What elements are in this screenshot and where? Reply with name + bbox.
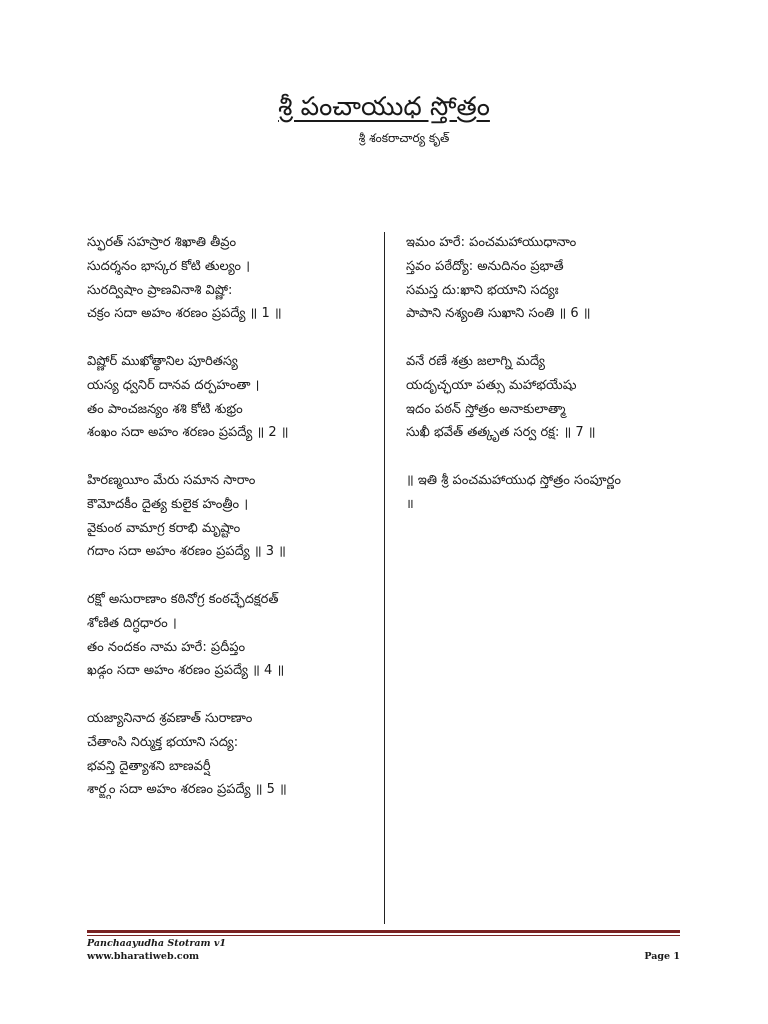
footer-rule [87, 930, 680, 933]
verse-line: వైకుంఠ వామాగ్ర కరాభి మృష్టాం [87, 520, 241, 536]
stanza-3 [87, 469, 377, 564]
stanza-5 [87, 707, 377, 802]
verse-line: రక్షో అసురాణాం కఠినోగ్ర కంఠచ్ఛేదక్షరత్ [87, 591, 279, 607]
verse-line: తం పాంచజన్యం శశి కోటి శుభ్రం [87, 401, 243, 417]
verse-line: శార్ఙ్గం సదా అహం శరణం ప్రపద్యే ॥ 5 ॥ [87, 782, 287, 798]
verse-line: సుదర్శనం భాస్కర కోటి తుల్యం । [87, 258, 251, 274]
verse-line: యదృచ్ఛయా పత్సు మహాభయేషు [406, 377, 577, 393]
verse-line: యజ్యానినాద శ్రవణాత్ సురాణాం [87, 710, 253, 726]
stanza-2 [87, 350, 377, 445]
colophon-line: ॥ ఇతి శ్రీ పంచమహాయుధ స్తోత్రం సంపూర్ణం [406, 472, 621, 488]
verse-line: హిరణ్మయీం మేరు సమాన సారాం [87, 472, 256, 488]
verse-line: భవన్తి దైత్యాశని బాణవర్షీ [87, 758, 211, 774]
verse-line: స్తవం పఠేద్యో: అనుదినం ప్రభాతే [406, 258, 564, 274]
verse-line: సురద్విషాం ప్రాణవినాశి విష్ణో: [87, 282, 233, 298]
left-column [87, 231, 377, 826]
colophon-line: ॥ [406, 496, 414, 512]
stanza-7 [406, 350, 686, 445]
column-divider [384, 232, 385, 924]
verse-line: చక్రం సదా అహం శరణం ప్రపద్యే ॥ 1 ॥ [87, 306, 282, 322]
footer-website[interactable]: www.bharatiweb.com [87, 951, 200, 962]
footer-doc-name: Panchaayudha Stotram v1 [87, 938, 227, 949]
verse-line: ఇదం పఠన్ స్తోత్రం అనాకులాత్మా [406, 401, 566, 417]
footer-info [87, 937, 226, 963]
stanza-1 [87, 231, 377, 326]
verse-line: తం నందకం నామ హరే: ప్రదీప్తం [87, 639, 246, 655]
page-number: Page 1 [644, 951, 680, 962]
verse-line: శంఖం సదా అహం శరణం ప్రపద్యే ॥ 2 ॥ [87, 425, 289, 441]
right-column [406, 231, 686, 540]
verse-line: ఇమం హరే: పంచమహాయుధానాం [406, 235, 577, 250]
stanza-6 [406, 231, 686, 326]
stanza-4 [87, 588, 377, 683]
verse-line: గదాం సదా అహం శరణం ప్రపద్యే ॥ 3 ॥ [87, 544, 286, 560]
footer-rule-thin [87, 935, 680, 936]
verse-line: చేతాంసి నిర్ముక్త భయాని సద్య: [87, 734, 239, 750]
verse-line: సుఖీ భవేత్ తత్కృత సర్వ రక్ష: ॥ 7 ॥ [406, 425, 596, 441]
verse-line: వనే రణే శత్రు జలాగ్ని మద్యే [406, 353, 545, 369]
verse-line: కౌమోదకీం దైత్య కులైక హంత్రీం । [87, 496, 249, 512]
verse-line: పాపాని నశ్యంతి సుఖాని సంతి ॥ 6 ॥ [406, 306, 591, 322]
verse-line: యస్య ధ్వనిర్ దానవ దర్పహంతా । [87, 377, 260, 393]
verse-line: సమస్త దు:ఖాని భయాని సద్యః [406, 282, 559, 298]
closing-colophon [406, 469, 686, 517]
document-subtitle: శ్రీ శంకరాచార్య కృత్ [358, 131, 450, 145]
verse-line: విష్ణోర్ ముఖోత్థానిల పూరితస్య [87, 353, 238, 369]
verse-line: శోణిత దిగ్ధధారం । [87, 615, 177, 631]
verse-line: ఖడ్గం సదా అహం శరణం ప్రపద్యే ॥ 4 ॥ [87, 663, 285, 679]
document-title: శ్రీ పంచాయుధ స్తోత్రం [278, 92, 490, 122]
verse-line: స్ఫురత్ సహస్రార శిఖాతి తీవ్రం [87, 235, 237, 250]
